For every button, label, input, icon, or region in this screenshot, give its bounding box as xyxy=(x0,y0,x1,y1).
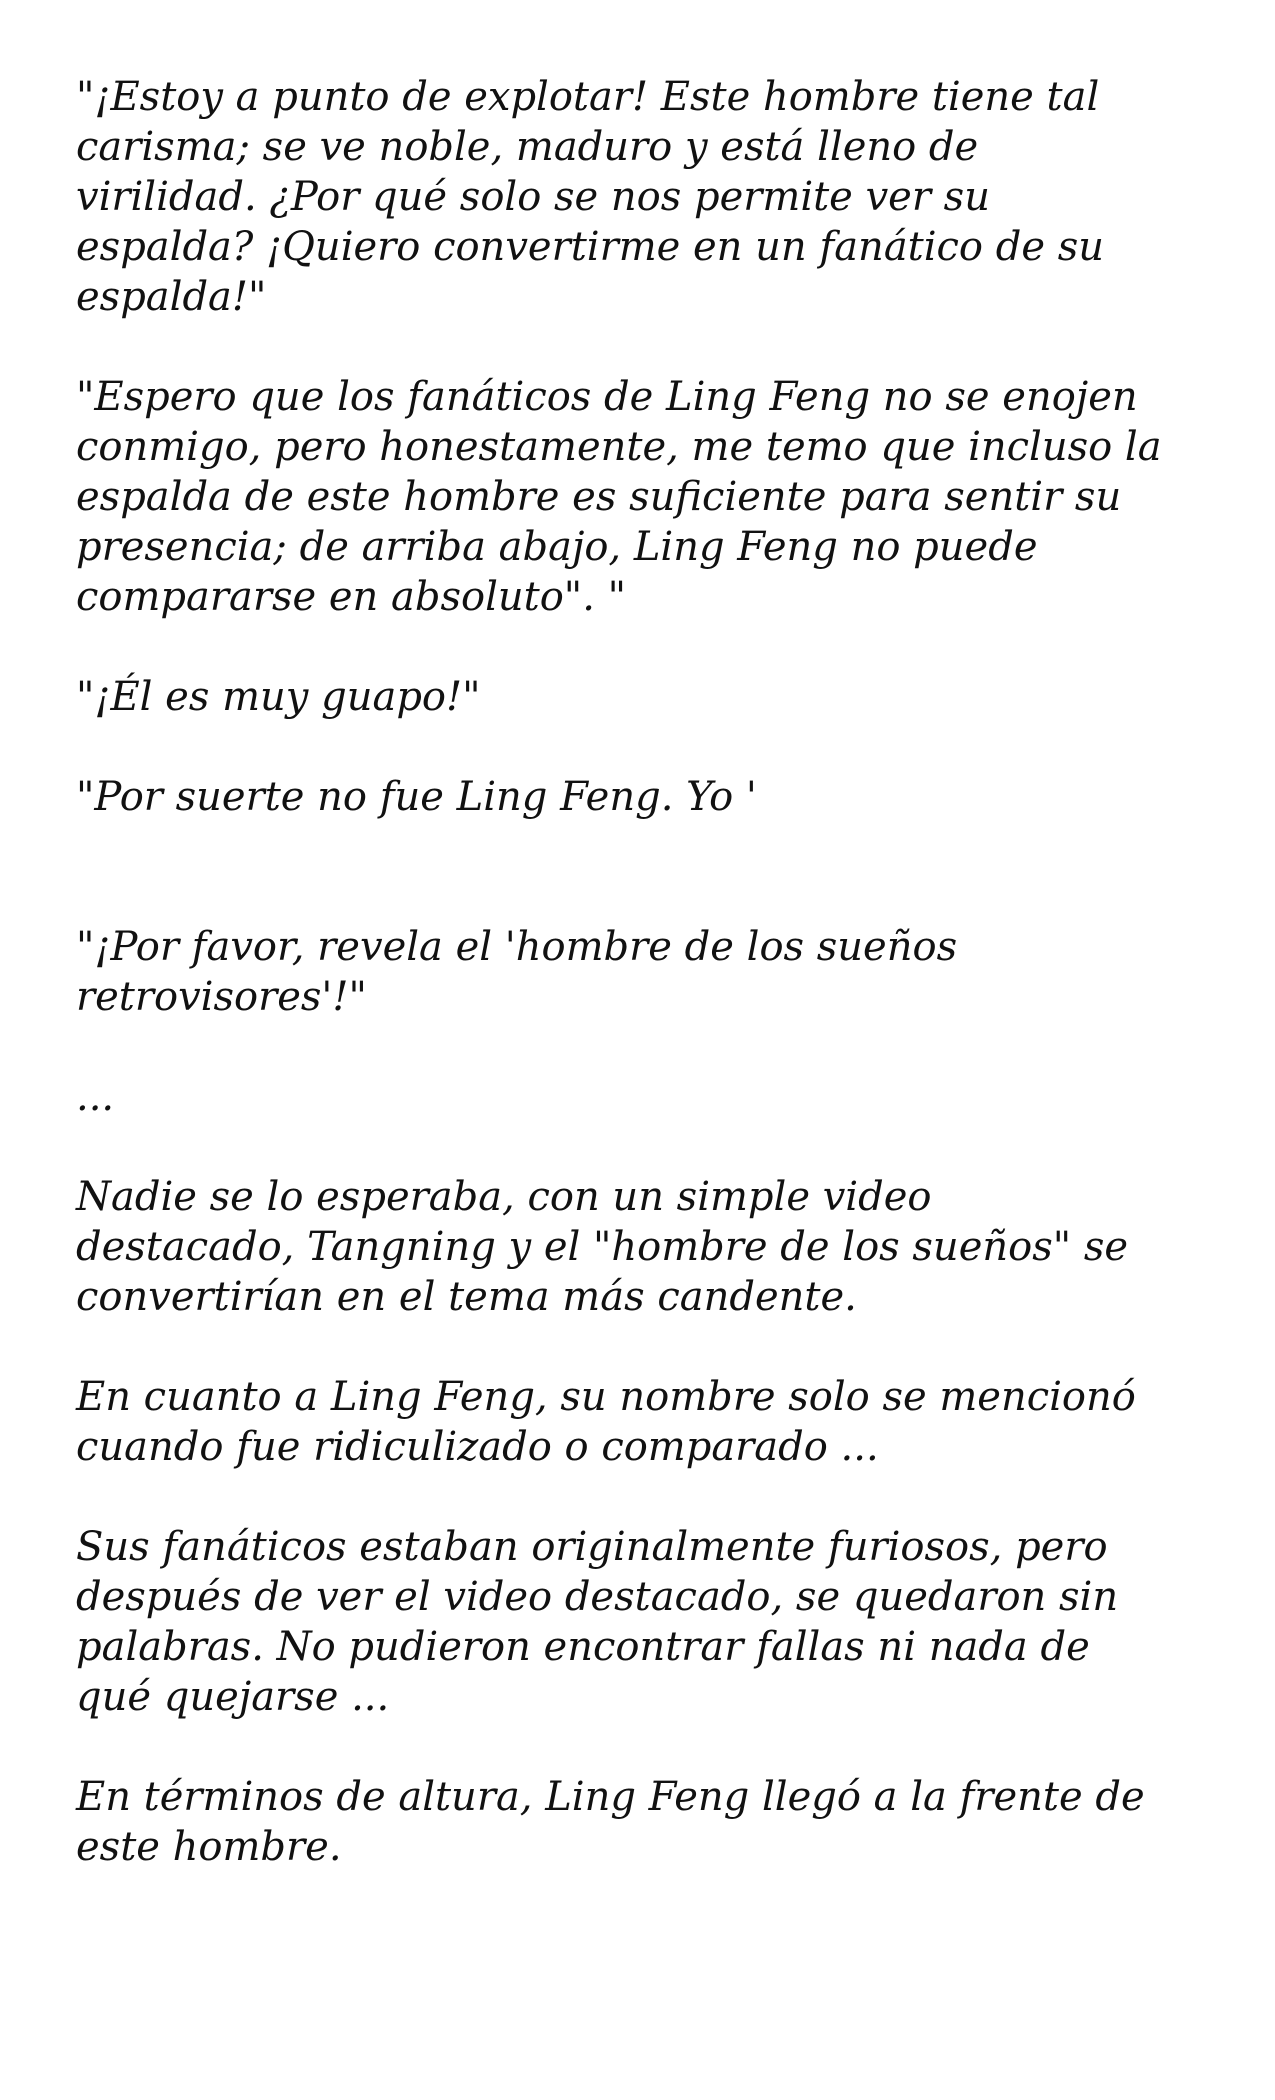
paragraph-5: "¡Por favor, revela el 'hombre de los sueños retrovisores'!" xyxy=(76,924,958,1020)
paragraph-10: En términos de altura, Ling Feng llegó a la frente de este hombre. xyxy=(76,1774,1145,1870)
paragraph-9: Sus fanáticos estaban originalmente furiosos, pero después de ver el video destacado, se quedaron sin palabras. No pudieron encontrar fallas ni nada de qué quejarse ... xyxy=(76,1524,1119,1720)
paragraph-7: Nadie se lo esperaba, con un simple video destacado, Tangning y el "hombre de los sueños" se convertirían en el tema más candente. xyxy=(76,1174,1129,1320)
paragraph-3: "¡Él es muy guapo!" xyxy=(76,674,481,720)
paragraph-2: "Espero que los fanáticos de Ling Feng no se enojen conmigo, pero honestamente, me temo que incluso la espalda de este hombre es suficiente para sentir su presencia; de arriba abajo, Ling Feng no puede compararse en absoluto". " xyxy=(76,374,1162,620)
paragraph-4: "Por suerte no fue Ling Feng. Yo ' xyxy=(76,774,757,820)
paragraph-8: En cuanto a Ling Feng, su nombre solo se mencionó cuando fue ridiculizado o comparado ... xyxy=(76,1374,1136,1470)
paragraph-6-ellipsis: ... xyxy=(76,1074,115,1120)
paragraph-1: "¡Estoy a punto de explotar! Este hombre tiene tal carisma; se ve noble, maduro y está lleno de virilidad. ¿Por qué solo se nos permite ver su espalda? ¡Quiero convertirme en un fanático de su espalda!" xyxy=(76,74,1105,320)
